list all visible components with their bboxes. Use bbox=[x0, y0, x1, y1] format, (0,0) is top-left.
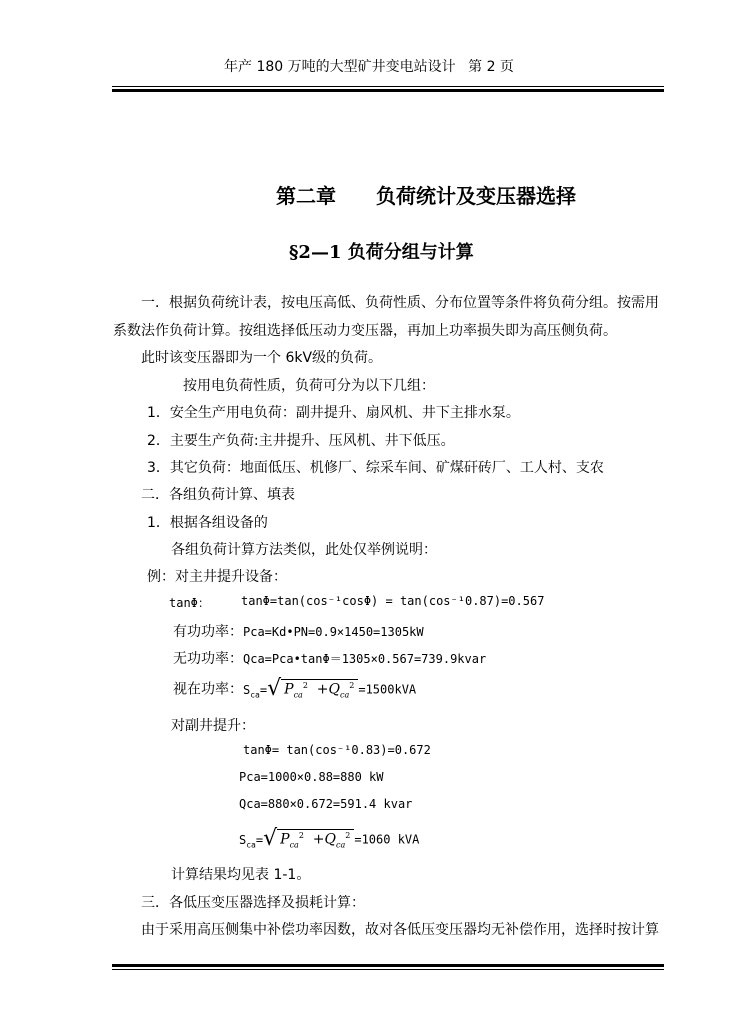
subsection-1-description: 各组负荷计算方法类似，此处仅举例说明： bbox=[171, 542, 437, 558]
active-power-formula-aux: Pca=1000×0.88=880 kW bbox=[239, 770, 384, 784]
radical-sign-icon: √ bbox=[263, 826, 278, 851]
radical-sign-icon: √ bbox=[267, 676, 282, 701]
aux-hoist-heading: 对副井提升： bbox=[171, 718, 255, 734]
chapter-number: 第二章 bbox=[276, 184, 336, 208]
paragraph-2: 此时该变压器即为一个 6kV级的负荷。 bbox=[141, 350, 383, 366]
paragraph-3: 按用电负荷性质，负荷可分为以下几组： bbox=[183, 378, 435, 394]
section-3-heading: 三．各低压变压器选择及损耗计算： bbox=[141, 895, 365, 911]
example-heading: 例：对主井提升设备： bbox=[147, 569, 287, 585]
apparent-power-result-aux: =1060 kVA bbox=[354, 832, 420, 847]
tan-formula-aux: tanΦ= tan(cos⁻¹0.83)=0.672 bbox=[243, 743, 431, 757]
list-item-1: 1．安全生产用电负荷：副井提升、扇风机、井下主排水泵。 bbox=[147, 405, 520, 421]
reactive-power-formula-aux: Qca=880×0.672=591.4 kvar bbox=[239, 797, 413, 811]
sqrt-expression-aux: √ $P_{ca}^2 +Q_{ca}^2$ bbox=[263, 828, 354, 850]
tan-formula-main: tanΦ=tan(cos⁻¹cosΦ) = tan(cos⁻¹0.87)=0.567 bbox=[241, 594, 545, 608]
header-rule-thick bbox=[112, 89, 664, 92]
sqrt-expression-main: √ $P_{ca}^2 +Q_{ca}^2$ bbox=[267, 678, 358, 700]
subsection-1-heading: 1．根据各组设备的 bbox=[147, 515, 268, 531]
active-power-formula: Pca=Kd•PN=0.9×1450=1305kW bbox=[243, 625, 424, 639]
list-item-2: 2．主要生产负荷:主井提升、压风机、井下低压。 bbox=[147, 433, 455, 449]
apparent-power-symbol: $S_{ca}=$ bbox=[243, 682, 268, 699]
section-title: §2—1 负荷分组与计算 bbox=[289, 242, 474, 263]
section-2-heading: 二．各组负荷计算、填表 bbox=[141, 487, 295, 503]
paragraph-1-line-1: 一．根据负荷统计表，按电压高低、负荷性质、分布位置等条件将负荷分组。按需用 bbox=[141, 295, 659, 311]
result-note: 计算结果均见表 1-1。 bbox=[171, 867, 311, 883]
apparent-power-result-main: =1500kVA bbox=[358, 682, 417, 697]
header-title: 年产 180 万吨的大型矿井变电站设计 bbox=[224, 59, 456, 75]
reactive-power-label: 无功功率： bbox=[173, 651, 243, 667]
active-power-row bbox=[173, 621, 424, 641]
last-paragraph-line: 由于采用高压侧集中补偿功率因数，故对各低压变压器均无补偿作用，选择时按计算 bbox=[141, 922, 659, 938]
footer-rule-thin bbox=[112, 969, 664, 970]
apparent-power-label: 视在功率： bbox=[173, 681, 243, 698]
apparent-power-row bbox=[173, 678, 416, 700]
tan-label: tanΦ： bbox=[169, 596, 210, 610]
header-page-number: 第 2 页 bbox=[468, 59, 514, 75]
paragraph-1-line-2: 系数法作负荷计算。按组选择低压动力变压器，再加上功率损失即为高压侧负荷。 bbox=[113, 323, 617, 339]
apparent-power-symbol-aux: $S_{ca}=$ bbox=[239, 832, 264, 849]
list-item-3: 3．其它负荷：地面低压、机修厂、综采车间、矿煤矸砖厂、工人村、支农 bbox=[147, 460, 604, 476]
footer-rule-thick bbox=[112, 964, 664, 967]
header-rule-thin bbox=[112, 86, 664, 87]
reactive-power-formula: Qca=Pca•tanΦ＝1305×0.567=739.9kvar bbox=[243, 652, 487, 666]
active-power-label: 有功功率： bbox=[173, 624, 243, 640]
chapter-title: 负荷统计及变压器选择 bbox=[376, 184, 576, 208]
apparent-power-row-aux bbox=[239, 828, 419, 850]
page-header bbox=[0, 56, 738, 76]
reactive-power-row bbox=[173, 648, 486, 668]
